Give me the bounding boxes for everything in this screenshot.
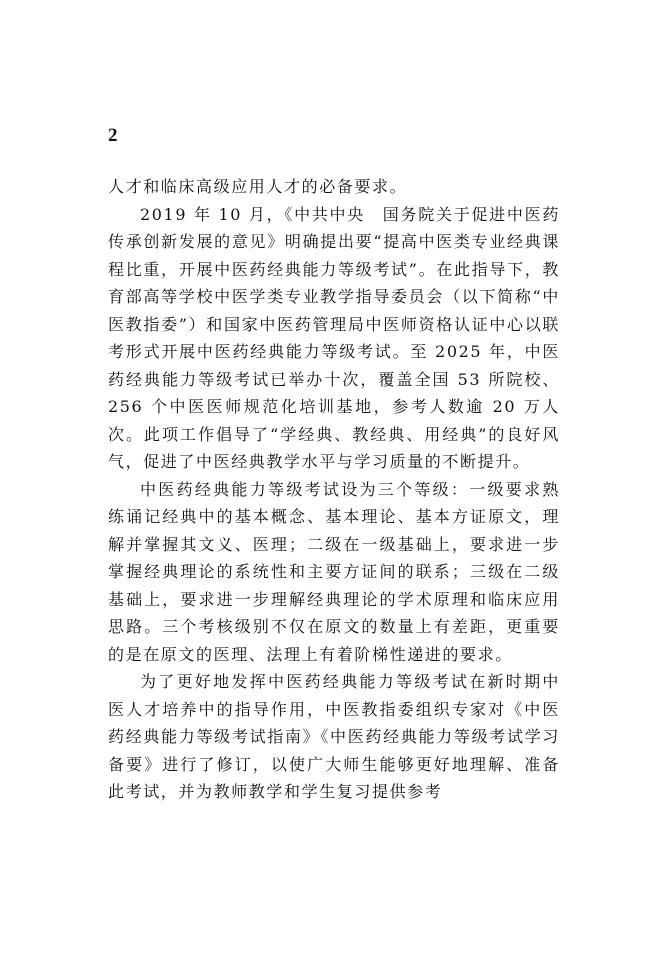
paragraph-continuation: 人才和临床高级应用人才的必备要求。 xyxy=(108,177,408,196)
paragraph-guide-revision: 为了更好地发挥中医药经典能力等级考试在新时期中医人才培养中的指导作用，中医教指委组织专家对《中医药经典能力等级考试指南》《中医药经典能力等级考试学习备要》进行了修订，以使广大师生能够更好地理解、准备此考试，并为教师教学和学生复习提供参考 xyxy=(108,672,560,801)
body-text xyxy=(108,173,560,806)
paragraph-exam-levels: 中医药经典能力等级考试设为三个等级：一级要求熟练诵记经典中的基本概念、基本理论、基本方证原文，理解并掌握其文义、医理；二级在一级基础上，要求进一步掌握经典理论的系统性和主要方证间的联系；三级在二级基础上，要求进一步理解经典理论的学术原理和临床应用思路。三个考核级别不仅在原文的数量上有差距，更重要的是在原文的医理、法理上有着阶梯性递进的要求。 xyxy=(108,479,560,664)
paragraph-exam-history: 2019 年 10 月，《中共中央 国务院关于促进中医药传承创新发展的意见》明确提出要“提高中医类专业经典课程比重，开展中医药经典能力等级考试”。在此指导下，教育部高等学校中医学类专业教学指导委员会（以下简称“中医教指委”）和国家中医药管理局中医师资格认证中心以联考形式开展中医药经典能力等级考试。至 2025 年，中医药经典能力等级考试已举办十次，覆盖全国 53 所院校、256 个中医医师规范化培训基地，参考人数逾 20 万人次。此项工作倡导了“学经典、教经典、用经典”的良好风气，促进了中医经典教学水平与学习质量的不断提升。 xyxy=(108,204,560,471)
page-number: 2 xyxy=(108,125,118,146)
